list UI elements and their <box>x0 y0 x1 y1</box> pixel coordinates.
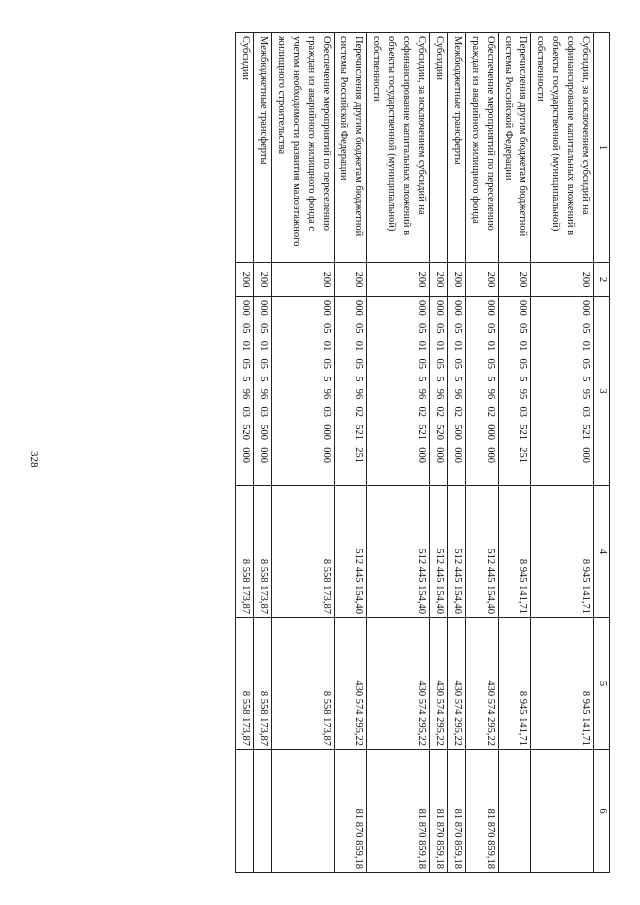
table-row <box>430 33 448 873</box>
table-row <box>236 33 254 873</box>
unexecuted-amount-cell <box>254 750 272 873</box>
row-code-cell: 200 <box>531 263 594 297</box>
approved-amount-cell: 512 445 154,40 <box>334 486 367 618</box>
row-name-cell: Межбюджетные трансферты <box>447 33 465 263</box>
approved-amount-cell: 8 945 141,71 <box>498 486 531 618</box>
executed-amount-cell: 8 945 141,71 <box>498 618 531 750</box>
column-header: 3 <box>594 297 610 486</box>
table-row <box>367 33 430 873</box>
executed-amount-cell: 430 574 295,22 <box>447 618 465 750</box>
executed-amount-cell: 8 945 141,71 <box>531 618 594 750</box>
table-row <box>334 33 367 873</box>
unexecuted-amount-cell <box>498 750 531 873</box>
column-header: 6 <box>594 750 610 873</box>
budget-classification-code-cell: 000 05 01 05 5 96 02 521 251 <box>334 297 367 486</box>
table-row <box>498 33 531 873</box>
row-name-cell: Обеспечение мероприятий по переселению граждан из аварийного жилищного фонда с учетом необходимости развития малоэтажного жилищного строительства <box>271 33 334 263</box>
row-name-cell: Субсидии <box>236 33 254 263</box>
row-name-cell: Обеспечение мероприятий по переселению граждан из аварийного жилищного фонда <box>465 33 498 263</box>
unexecuted-amount-cell: 81 870 859,18 <box>334 750 367 873</box>
executed-amount-cell: 8 558 173,87 <box>271 618 334 750</box>
budget-classification-code-cell: 000 05 01 05 5 96 03 500 000 <box>254 297 272 486</box>
approved-amount-cell: 8 558 173,87 <box>254 486 272 618</box>
row-name-cell: Субсидии, за исключением субсидий на софинансирование капитальных вложений в объекты государственной (муниципальной) собственности <box>367 33 430 263</box>
page-number: 328 <box>28 451 40 468</box>
row-code-cell: 200 <box>254 263 272 297</box>
row-name-cell: Перечисления другим бюджетам бюджетной системы Российской Федерации <box>498 33 531 263</box>
budget-classification-code-cell: 000 05 01 05 5 95 03 521 251 <box>498 297 531 486</box>
header-row <box>594 33 610 873</box>
approved-amount-cell: 512 445 154,40 <box>430 486 448 618</box>
unexecuted-amount-cell <box>531 750 594 873</box>
row-code-cell: 200 <box>367 263 430 297</box>
unexecuted-amount-cell: 81 870 859,18 <box>447 750 465 873</box>
unexecuted-amount-cell: 81 870 859,18 <box>465 750 498 873</box>
table-row <box>447 33 465 873</box>
unexecuted-amount-cell: 81 870 859,18 <box>367 750 430 873</box>
row-name-cell: Межбюджетные трансферты <box>254 33 272 263</box>
budget-classification-code-cell: 000 05 01 05 5 96 02 000 000 <box>465 297 498 486</box>
row-code-cell: 200 <box>430 263 448 297</box>
budget-classification-code-cell: 000 05 01 05 5 95 03 521 000 <box>531 297 594 486</box>
column-header: 1 <box>594 33 610 263</box>
unexecuted-amount-cell <box>271 750 334 873</box>
budget-classification-code-cell: 000 05 01 05 5 96 02 521 000 <box>367 297 430 486</box>
row-name-cell: Перечисления другим бюджетам бюджетной системы Российской Федерации <box>334 33 367 263</box>
unexecuted-amount-cell: 81 870 859,18 <box>430 750 448 873</box>
executed-amount-cell: 430 574 295,22 <box>430 618 448 750</box>
approved-amount-cell: 512 445 154,40 <box>465 486 498 618</box>
executed-amount-cell: 8 558 173,87 <box>236 618 254 750</box>
row-code-cell: 200 <box>498 263 531 297</box>
approved-amount-cell: 8 558 173,87 <box>271 486 334 618</box>
executed-amount-cell: 430 574 295,22 <box>367 618 430 750</box>
table-row <box>271 33 334 873</box>
budget-classification-code-cell: 000 05 01 05 5 96 02 500 000 <box>447 297 465 486</box>
table-row <box>531 33 594 873</box>
column-header: 5 <box>594 618 610 750</box>
column-header: 4 <box>594 486 610 618</box>
approved-amount-cell: 512 445 154,40 <box>447 486 465 618</box>
table-row <box>254 33 272 873</box>
budget-classification-code-cell: 000 05 01 05 5 96 02 520 000 <box>430 297 448 486</box>
table-row <box>465 33 498 873</box>
column-header: 2 <box>594 263 610 297</box>
approved-amount-cell: 8 945 141,71 <box>531 486 594 618</box>
approved-amount-cell: 8 558 173,87 <box>236 486 254 618</box>
row-code-cell: 200 <box>334 263 367 297</box>
budget-classification-code-cell: 000 05 01 05 5 96 03 520 000 <box>236 297 254 486</box>
approved-amount-cell: 512 445 154,40 <box>367 486 430 618</box>
executed-amount-cell: 430 574 295,22 <box>334 618 367 750</box>
row-name-cell: Субсидии <box>430 33 448 263</box>
row-name-cell: Субсидии, за исключением субсидий на софинансирование капитальных вложений в объекты государственной (муниципальной) собственности <box>531 33 594 263</box>
row-code-cell: 200 <box>465 263 498 297</box>
budget-table-container <box>235 32 610 873</box>
row-code-cell: 200 <box>271 263 334 297</box>
budget-classification-code-cell: 000 05 01 05 5 96 03 000 000 <box>271 297 334 486</box>
row-code-cell: 200 <box>236 263 254 297</box>
unexecuted-amount-cell <box>236 750 254 873</box>
budget-table <box>235 32 610 873</box>
executed-amount-cell: 430 574 295,22 <box>465 618 498 750</box>
executed-amount-cell: 8 558 173,87 <box>254 618 272 750</box>
row-code-cell: 200 <box>447 263 465 297</box>
